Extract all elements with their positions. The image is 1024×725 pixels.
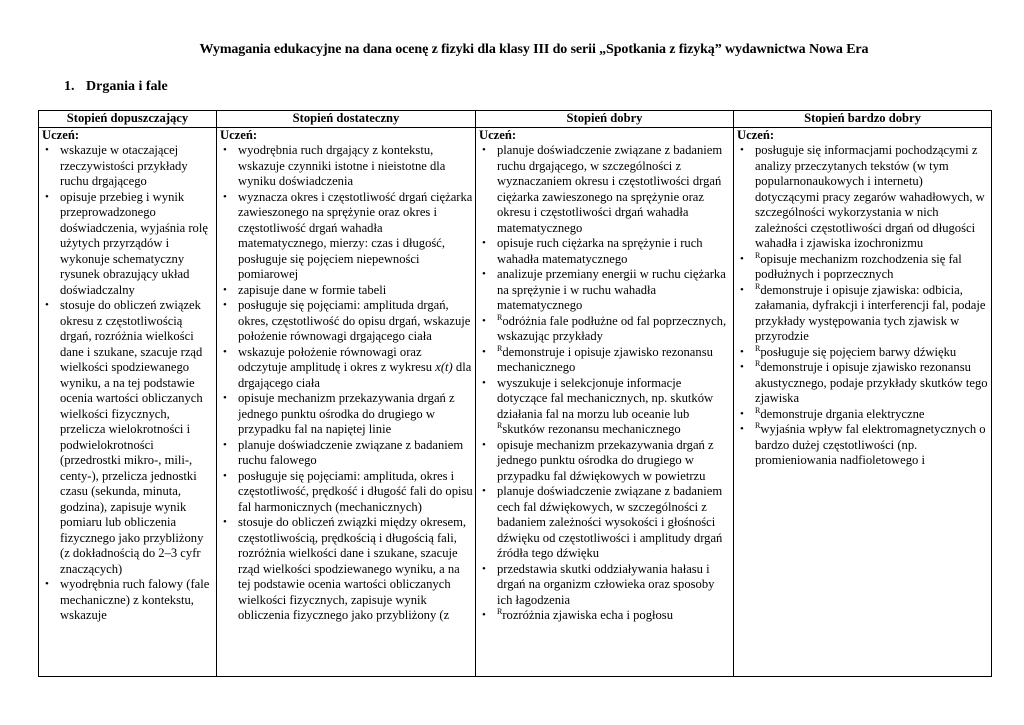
item-text: analizuje przemiany energii w ruchu ciężarka na sprężynie i w ruchu wahadła matematycznego — [497, 267, 726, 312]
list-item — [220, 345, 473, 392]
student-label: Uczeń: — [737, 127, 775, 142]
bullet-icon: • — [45, 299, 49, 311]
bullet-icon: • — [740, 144, 744, 156]
student-label: Uczeń: — [42, 127, 80, 142]
item-text: wskazuje w otaczającej rzeczywistości przykłady ruchu drgającego — [60, 143, 188, 188]
bullet-icon: • — [482, 438, 486, 451]
item-text: odróżnia fale podłużne od fal poprzecznych, wskazując przykłady — [497, 313, 727, 343]
bullet-icon: • — [740, 423, 744, 435]
item-text: wyodrębnia ruch drgający z kontekstu, wskazuje czynniki istotne i nieistotne dla wyniku doświadczenia — [238, 143, 446, 188]
item-text: planuje doświadczenie związane z badaniem ruchu drgającego, w szczególności z wyznaczaniem okresu i częstotliwości drgań ciężarka zawieszonego na sprężynie oraz okresu i częstotliwości drgań wahadła matematycznego — [497, 143, 723, 235]
list-item — [737, 252, 989, 283]
bullet-icon: • — [482, 345, 486, 358]
list-item — [42, 190, 214, 299]
bullet-icon: • — [740, 252, 744, 265]
list-item — [479, 345, 731, 376]
column-dostateczny — [217, 127, 476, 677]
bullet-icon: • — [482, 562, 486, 575]
item-text: opisuje mechanizm rozchodzenia się fal podłużnych i poprzecznych — [755, 251, 962, 281]
list-item — [220, 298, 473, 345]
header-row — [39, 111, 992, 128]
requirement-list — [479, 143, 731, 624]
item-text: wyszukuje i selekcjonuje informacje dotyczące fal mechanicznych, np. skutków działania fal na morzu lub oceanie lub — [497, 375, 714, 421]
list-item — [220, 143, 473, 190]
item-text: demonstruje i opisuje zjawiska: odbicia, załamania, dyfrakcji i interferencji fal, podaje przykłady występowania tych zjawisk w przyrodzie — [755, 282, 986, 343]
bullet-icon: • — [223, 299, 227, 311]
extended-marker: R — [755, 281, 761, 291]
list-item — [42, 143, 214, 190]
bullet-icon: • — [223, 144, 227, 156]
item-text: rozróżnia zjawiska echa i pogłosu — [502, 608, 673, 622]
item-text: posługuje się informacjami pochodzącymi z analizy przeczytanych tekstów (w tym popularnonaukowych i internetu) dotyczącymi pracy zegarów wahadłowych, w szczególności wykorzystania w nich zależności częstotliwości drgań od długości wahadła i zjawiska izochronizmu — [755, 143, 985, 250]
item-text: przedstawia skutki oddziaływania hałasu i drgań na organizm człowieka oraz sposoby ich łagodzenia — [497, 561, 715, 607]
section-number: 1. — [64, 79, 75, 94]
column-dopuszczajacy — [39, 127, 217, 677]
bullet-icon: • — [482, 376, 486, 389]
item-text: demonstruje i opisuje zjawisko rezonansu akustycznego, podaje przykłady skutków tego zjawiska — [755, 360, 988, 405]
bullet-icon: • — [223, 392, 227, 404]
extended-marker: R — [497, 420, 503, 430]
list-item — [220, 283, 473, 299]
bullet-icon: • — [223, 438, 227, 451]
item-text: demonstruje i opisuje zjawisko rezonansu mechanicznego — [497, 344, 713, 374]
bullet-icon: • — [740, 283, 744, 296]
requirement-list — [42, 143, 214, 624]
item-text: opisuje ruch ciężarka na sprężynie i ruch wahadła matematycznego — [497, 236, 703, 266]
column-bardzo-dobry — [734, 127, 992, 677]
bullet-icon: • — [45, 144, 49, 156]
list-item — [479, 143, 731, 236]
content-row — [39, 127, 992, 677]
item-text: opisuje mechanizm przekazywania drgań z jednego punktu ośrodka do drugiego w przypadku fal na napiętej linie — [238, 391, 455, 436]
item-text-after: skutków rezonansu mechanicznego — [502, 422, 681, 436]
item-text-after: dla drgającego ciała — [238, 360, 472, 390]
item-text: demonstruje drgania elektryczne — [760, 406, 925, 421]
header-bardzo-dobry: Stopień bardzo dobry — [734, 111, 992, 128]
bullet-icon: • — [740, 407, 744, 420]
list-item — [220, 391, 473, 438]
bullet-icon: • — [45, 578, 49, 590]
item-text: zapisuje dane w formie tabeli — [238, 282, 387, 297]
section-title: Drgania i fale — [86, 79, 168, 94]
section-heading — [64, 79, 168, 95]
bullet-icon: • — [482, 268, 486, 280]
list-item — [479, 267, 731, 314]
list-item — [737, 360, 989, 407]
document-title-text: Wymagania edukacyjne na dana ocenę z fizyki dla klasy III do serii „Spotkania z fizyką” wydawnictwa Nowa Era — [199, 42, 869, 57]
bullet-icon: • — [223, 345, 227, 358]
bullet-icon: • — [482, 144, 486, 156]
extended-marker: R — [755, 420, 761, 430]
list-item — [479, 608, 731, 624]
item-text: posługuje się pojęciem barwy dźwięku — [760, 344, 957, 359]
extended-marker: R — [497, 312, 503, 322]
requirements-table — [38, 110, 992, 677]
list-item — [220, 469, 473, 516]
item-text: opisuje przebieg i wynik przeprowadzonego doświadczenia, wyjaśnia rolę użytych przyrządów i wykonuje schematyczny rysunek obrazujący układ doświadczalny — [60, 189, 208, 297]
list-item — [737, 283, 989, 345]
item-text: stosuje do obliczeń związek okresu z częstotliwością drgań, rozróżnia wielkości dane i szukane, szacuje rząd wielkości spodziewanego wyniku, a na tej podstawie ocenia wartości obliczanych wielkości fizycznych, przelicza wielokrotności i podwielokrotności (przedrostki mikro-, mili-, centy-), przelicza jednostki czasu (sekunda, minuta, godzina), zapisuje wynik pomiaru lub obliczenia fizycznego jako przybliżony (z dokładnością do 2–3 cyfr znaczących) — [60, 298, 204, 576]
item-text: wyodrębnia ruch falowy (fale mechaniczne) z kontekstu, wskazuje — [60, 577, 210, 622]
list-item — [737, 407, 989, 423]
item-text: posługuje się pojęciami: amplituda, okres i częstotliwość, prędkość i długość fali do opisu fal harmonicznych (mechanicznych) — [238, 468, 473, 514]
header-dostateczny: Stopień dostateczny — [217, 111, 476, 128]
item-text: planuje doświadczenie związane z badaniem cech fal dźwiękowych, w szczególności z badaniem zależności wysokości i głośności dźwięku od częstotliwości i amplitudy drgań źródła tego dźwięku — [497, 484, 723, 560]
bullet-icon: • — [45, 190, 49, 203]
bullet-icon: • — [223, 516, 227, 528]
item-formula: x(t) — [435, 360, 453, 374]
list-item — [479, 314, 731, 345]
bullet-icon: • — [740, 345, 744, 358]
bullet-icon: • — [482, 485, 486, 497]
list-item — [220, 438, 473, 469]
bullet-icon: • — [482, 314, 486, 327]
list-item — [42, 577, 214, 624]
item-text: stosuje do obliczeń związki między okresem, częstotliwością, prędkością i długością fali, rozróżnia wielkości dane i szukane, szacuje rząd wielkości spodziewanego wyniku, a na tej podstawie ocenia wartości obliczanych wielkości fizycznych, zapisuje wynik obliczenia fizycznego jako przybliżony (z — [238, 515, 467, 622]
list-item — [42, 298, 214, 577]
list-item — [737, 422, 989, 469]
list-item — [479, 562, 731, 609]
bullet-icon: • — [223, 283, 227, 296]
header-dopuszczajacy: Stopień dopuszczający — [39, 111, 217, 128]
extended-marker: R — [755, 405, 761, 415]
item-text: planuje doświadczenie związane z badaniem ruchu falowego — [238, 437, 464, 467]
item-text: opisuje mechanizm przekazywania drgań z jednego punktu ośrodka do drugiego w przypadku fal dźwiękowych w powietrzu — [497, 437, 714, 483]
list-item — [479, 438, 731, 485]
document-title — [0, 42, 1024, 58]
column-dobry — [476, 127, 734, 677]
item-text: wyjaśnia wpływ fal elektromagnetycznych o bardzo dużej częstotliwości (np. promieniowania nadfioletowego i — [755, 422, 986, 467]
bullet-icon: • — [223, 469, 227, 482]
extended-marker: R — [497, 343, 503, 353]
requirement-list — [220, 143, 473, 624]
bullet-icon: • — [482, 609, 486, 621]
list-item — [737, 143, 989, 252]
list-item — [220, 515, 473, 624]
list-item — [220, 190, 473, 283]
requirement-list — [737, 143, 989, 469]
list-item — [479, 376, 731, 438]
bullet-icon: • — [482, 237, 486, 249]
extended-marker: R — [755, 343, 761, 353]
item-text: wyznacza okres i częstotliwość drgań ciężarka zawieszonego na sprężynie oraz okres i częstotliwość drgań wahadła matematycznego, mierzy: czas i długość, posługuje się pojęciem niepewności pomiarowej — [238, 189, 473, 281]
header-dobry: Stopień dobry — [476, 111, 734, 128]
list-item — [737, 345, 989, 361]
bullet-icon: • — [740, 361, 744, 373]
bullet-icon: • — [223, 190, 227, 203]
extended-marker: R — [755, 358, 761, 368]
list-item — [479, 484, 731, 562]
extended-marker: R — [497, 606, 503, 616]
list-item — [479, 236, 731, 267]
item-text: wskazuje położenie równowagi oraz odczytuje amplitudę i okres z wykresu — [238, 344, 433, 374]
student-label: Uczeń: — [220, 127, 258, 142]
item-text: posługuje się pojęciami: amplituda drgań, okres, częstotliwość do opisu drgań, wskazuje położenie równowagi drgającego ciała — [238, 298, 471, 343]
student-label: Uczeń: — [479, 127, 517, 142]
extended-marker: R — [755, 250, 761, 260]
